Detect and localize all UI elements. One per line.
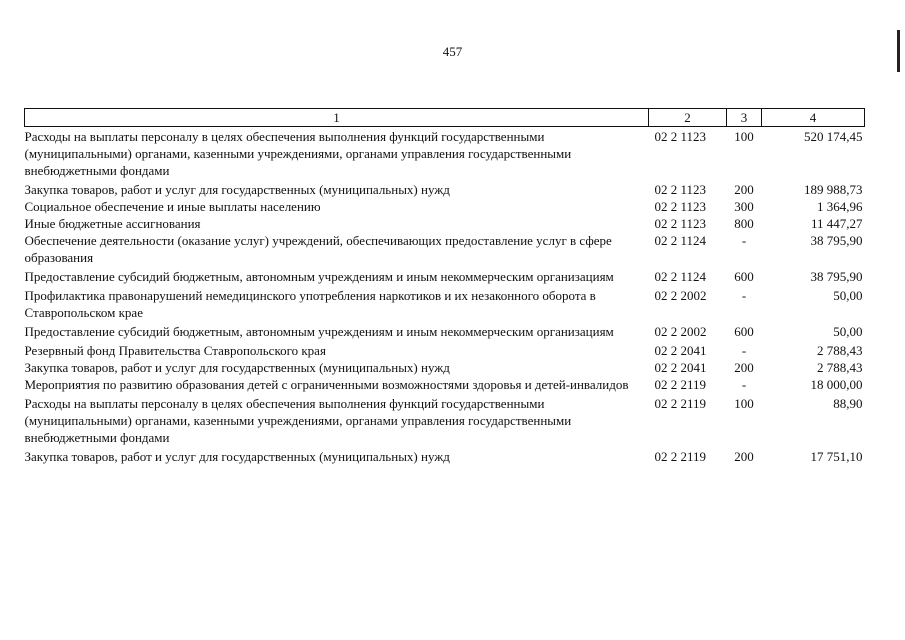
row-type: 100 [734, 129, 754, 144]
row-type: - [741, 233, 747, 248]
row-amount: 2 788,43 [817, 360, 863, 375]
row-type: 600 [734, 324, 754, 339]
row-name: Социальное обеспечение и иные выплаты населению [24, 199, 321, 214]
budget-table [24, 108, 865, 465]
header-row [25, 109, 865, 127]
table-row [25, 198, 865, 215]
header-col-1: 1 [25, 109, 649, 127]
row-type: 200 [734, 449, 754, 464]
table-row [25, 393, 865, 446]
row-type: 200 [734, 360, 754, 375]
row-code: 02 2 2041 [654, 360, 707, 375]
row-code: 02 2 2119 [654, 396, 707, 411]
header-col-4: 4 [762, 109, 865, 127]
row-type: - [741, 288, 747, 303]
table-row [25, 127, 865, 180]
table-row [25, 321, 865, 340]
row-amount: 88,90 [833, 396, 863, 411]
row-code: 02 2 1123 [654, 129, 707, 144]
row-code: 02 2 2002 [654, 324, 707, 339]
row-amount: 1 364,96 [817, 199, 863, 214]
row-name: Расходы на выплаты персоналу в целях обеспечения выполнения функций государственными (муниципальными) органами, казенными учреждениями, органами управления государственными внебюджетными фондами [24, 396, 572, 445]
row-amount: 11 447,27 [810, 216, 863, 231]
header-col-3: 3 [727, 109, 762, 127]
row-type: 200 [734, 182, 754, 197]
table-row [25, 179, 865, 198]
row-name: Закупка товаров, работ и услуг для государственных (муниципальных) нужд [24, 449, 450, 464]
row-amount: 18 000,00 [810, 377, 863, 392]
table-row [25, 285, 865, 321]
row-name: Закупка товаров, работ и услуг для государственных (муниципальных) нужд [24, 360, 450, 375]
row-name: Резервный фонд Правительства Ставропольского края [24, 343, 326, 358]
row-code: 02 2 2041 [654, 343, 707, 358]
row-code: 02 2 1123 [654, 199, 707, 214]
header-col-2: 2 [649, 109, 727, 127]
row-amount: 2 788,43 [817, 343, 863, 358]
table-row [25, 340, 865, 359]
row-amount: 50,00 [833, 324, 863, 339]
row-code: 02 2 1124 [654, 233, 707, 248]
page-number: 457 [442, 44, 463, 59]
row-type: 100 [734, 396, 754, 411]
row-amount: 520 174,45 [804, 129, 863, 144]
row-name: Обеспечение деятельности (оказание услуг) учреждений, обеспечивающих предоставление услуг в сфере образования [24, 233, 612, 265]
row-amount: 38 795,90 [810, 233, 863, 248]
row-name: Предоставление субсидий бюджетным, автономным учреждениям и иным некоммерческим организациям [24, 269, 614, 284]
row-type: - [741, 377, 747, 392]
table-row [25, 215, 865, 232]
row-amount: 50,00 [833, 288, 863, 303]
row-name: Профилактика правонарушений немедицинского употребления наркотиков и их незаконного оборота в Ставропольском крае [24, 288, 596, 320]
row-code: 02 2 1123 [654, 216, 707, 231]
row-name: Закупка товаров, работ и услуг для государственных (муниципальных) нужд [24, 182, 450, 197]
row-code: 02 2 1124 [654, 269, 707, 284]
row-type: 800 [734, 216, 754, 231]
row-name: Предоставление субсидий бюджетным, автономным учреждениям и иным некоммерческим организациям [24, 324, 614, 339]
row-type: 300 [734, 199, 754, 214]
row-code: 02 2 1123 [654, 182, 707, 197]
row-code: 02 2 2002 [654, 288, 707, 303]
row-name: Мероприятия по развитию образования детей с ограниченными возможностями здоровья и детей-инвалидов [24, 377, 629, 392]
table-row [25, 359, 865, 376]
row-code: 02 2 2119 [654, 377, 707, 392]
row-amount: 189 988,73 [804, 182, 863, 197]
table-row [25, 266, 865, 285]
row-amount: 17 751,10 [810, 449, 863, 464]
row-code: 02 2 2119 [654, 449, 707, 464]
table-row [25, 446, 865, 465]
table-row [25, 376, 865, 393]
row-type: 600 [734, 269, 754, 284]
row-type: - [741, 343, 747, 358]
row-name: Расходы на выплаты персоналу в целях обеспечения выполнения функций государственными (муниципальными) органами, казенными учреждениями, органами управления государственными внебюджетными фондами [24, 129, 572, 178]
scan-edge-mark [897, 30, 900, 72]
table-row [25, 232, 865, 266]
row-name: Иные бюджетные ассигнования [24, 216, 201, 231]
row-amount: 38 795,90 [810, 269, 863, 284]
